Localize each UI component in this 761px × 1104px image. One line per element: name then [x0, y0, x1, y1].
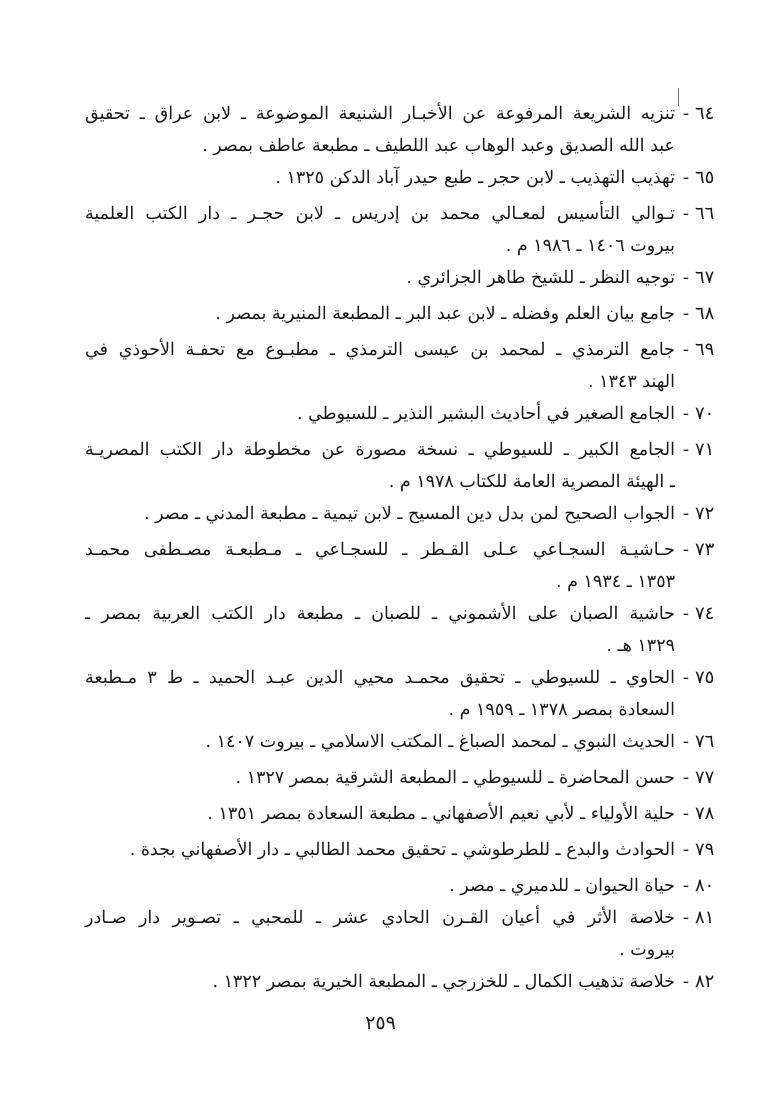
bibliography-entry: [85, 198, 715, 262]
page-number: ٢٥٩: [365, 1012, 396, 1034]
margin-mark: [678, 88, 679, 106]
entry-text-line: ـ الهيئة المصرية العامة للكتاب ١٩٧٨ م .: [388, 472, 675, 492]
bibliography-entry: [85, 662, 715, 726]
entry-number: ٨١: [695, 907, 715, 928]
bibliography-entry: [85, 798, 715, 830]
entry-dash: -: [682, 103, 689, 124]
entry-text-line: الجواب الصحيح لمن بدل دين المسيح ـ لابن تيمية ـ مطبعة المدني ـ مصر .: [143, 504, 675, 524]
entry-number: ٧٠: [695, 403, 715, 424]
entry-text-line: تهذيب التهذيب ـ لابن حجر ـ طبع حيدر آباد الدكن ١٣٢٥ .: [275, 168, 675, 188]
entry-dash: -: [682, 875, 689, 896]
entry-text-line: ١٣٢٩ هـ .: [606, 636, 675, 656]
entry-dash: -: [682, 767, 689, 788]
entry-dash: -: [682, 339, 689, 360]
bibliography-entry: [85, 434, 715, 498]
bibliography-entry: [85, 498, 715, 530]
bibliography-entry: [85, 98, 715, 162]
entry-number: ٧١: [695, 439, 715, 460]
bibliography-entry: [85, 598, 715, 662]
entry-number: ٧٥: [695, 667, 715, 688]
bibliography-entry: [85, 162, 715, 194]
entry-number: ٦٩: [695, 339, 715, 360]
entry-number: ٦٤: [695, 103, 715, 124]
entry-text-line: بيروت ١٤٠٦ ـ ١٩٨٦ م .: [505, 236, 675, 256]
entry-text-line: حاشية الصبان على الأشموني ـ للصبان ـ مطبعة دار الكتب العربية بمصر ـ: [85, 604, 675, 624]
entry-number: ٨٢: [695, 971, 715, 992]
entry-dash: -: [682, 203, 689, 224]
entry-text-line: جامع الترمذي ـ لمحمد بن عيسى الترمذي ـ مطبـوع مع تحفـة الأحوذي في: [85, 340, 675, 360]
entry-number: ٧٢: [695, 503, 715, 524]
entry-number: ٧٨: [695, 803, 715, 824]
entry-number: ٧٩: [695, 839, 715, 860]
entry-text-line: خلاصة الأثر في أعيان القـرن الحادي عشر ـ للمحبي ـ تصـوير دار صـادر: [85, 908, 675, 928]
bibliography-entry: [85, 902, 715, 966]
bibliography-entry: [85, 534, 715, 598]
entry-dash: -: [682, 439, 689, 460]
entry-text-line: ١٣٥٣ ـ ١٩٣٤ م .: [555, 572, 675, 592]
entry-text-line: تـوالي التأسيس لمعـالي محمد بن إدريس ـ لابن حجـر ـ دار الكتب العلمية: [85, 204, 675, 224]
entry-text-line: توجيه النظر ـ للشيخ طاهر الجزائري .: [406, 268, 675, 288]
entry-text-line: الجامع الكبير ـ للسيوطي ـ نسخة مصورة عن مخطوطة دار الكتب المصريـة: [85, 440, 675, 460]
entry-dash: -: [682, 503, 689, 524]
entry-text-line: السعادة بمصر ١٣٧٨ ـ ١٩٥٩ م .: [448, 700, 675, 720]
bibliography-entry: [85, 870, 715, 902]
entry-dash: -: [682, 267, 689, 288]
entry-dash: -: [682, 803, 689, 824]
entry-text-line: حـاشيـة السجـاعي عـلى القـطر ـ للسجـاعي ـ مـطبعـة مصـطفى محمـد: [85, 540, 675, 560]
bibliography-entry: [85, 398, 715, 430]
entry-text-line: حسن المحاضرة ـ للسيوطي ـ المطبعة الشرقية بمصر ١٣٢٧ .: [235, 768, 675, 788]
entry-number: ٨٠: [695, 875, 715, 896]
entry-text-line: حياة الحيوان ـ للدميري ـ مصر .: [449, 876, 675, 896]
bibliography-entry: [85, 834, 715, 866]
entry-text-line: بيروت .: [619, 940, 675, 960]
entry-number: ٦٧: [695, 267, 715, 288]
entry-text-line: خلاصة تذهيب الكمال ـ للخزرجي ـ المطبعة الخيرية بمصر ١٣٢٢ .: [212, 972, 675, 992]
entry-text-line: الجامع الصغير في أحاديث البشير النذير ـ للسيوطي .: [296, 404, 675, 424]
entry-dash: -: [682, 303, 689, 324]
bibliography-entry: [85, 262, 715, 294]
entry-dash: -: [682, 971, 689, 992]
entry-number: ٧٦: [695, 731, 715, 752]
entry-text-line: حلية الأولياء ـ لأبي نعيم الأصفهاني ـ مطبعة السعادة بمصر ١٣٥١ .: [207, 804, 675, 824]
entry-dash: -: [682, 539, 689, 560]
bibliography-entry: [85, 762, 715, 794]
entry-text-line: الهند ١٣٤٣ .: [587, 372, 675, 392]
entry-dash: -: [682, 603, 689, 624]
entry-number: ٦٦: [695, 203, 715, 224]
entry-text-line: الحوادث والبدع ـ للطرطوشي ـ تحقيق محمد الطالبي ـ دار الأصفهاني بجدة .: [129, 840, 675, 860]
entry-number: ٧٧: [695, 767, 715, 788]
entry-text-line: تنزيه الشريعة المرفوعة عن الأخبـار الشنيعة الموضوعة ـ لابن عراق ـ تحقيق: [85, 104, 675, 124]
entry-text-line: جامع بيان العلم وفضله ـ لابن عبد البر ـ المطبعة المنيرية بمصر .: [215, 304, 675, 324]
entry-dash: -: [682, 731, 689, 752]
entry-dash: -: [682, 403, 689, 424]
entry-number: ٦٥: [695, 167, 715, 188]
entry-number: ٧٤: [695, 603, 715, 624]
entry-text-line: الحديث النبوي ـ لمحمد الصباغ ـ المكتب الاسلامي ـ بيروت ١٤٠٧ .: [205, 732, 675, 752]
bibliography-entry: [85, 966, 715, 998]
bibliography-entry: [85, 334, 715, 398]
entry-dash: -: [682, 167, 689, 188]
bibliography-entry: [85, 298, 715, 330]
entry-number: ٧٣: [695, 539, 715, 560]
entry-dash: -: [682, 667, 689, 688]
entry-text-line: عبد الله الصديق وعبد الوهاب عبد اللطيف ـ مطبعة عاطف بمصر .: [202, 136, 675, 156]
entry-number: ٦٨: [695, 303, 715, 324]
entry-dash: -: [682, 907, 689, 928]
entry-text-line: الحاوي ـ للسيوطي ـ تحقيق محمـد محيي الدين عبـد الحميد ـ ط ٣ مـطبعة: [85, 668, 675, 688]
entry-dash: -: [682, 839, 689, 860]
bibliography-entry: [85, 726, 715, 758]
